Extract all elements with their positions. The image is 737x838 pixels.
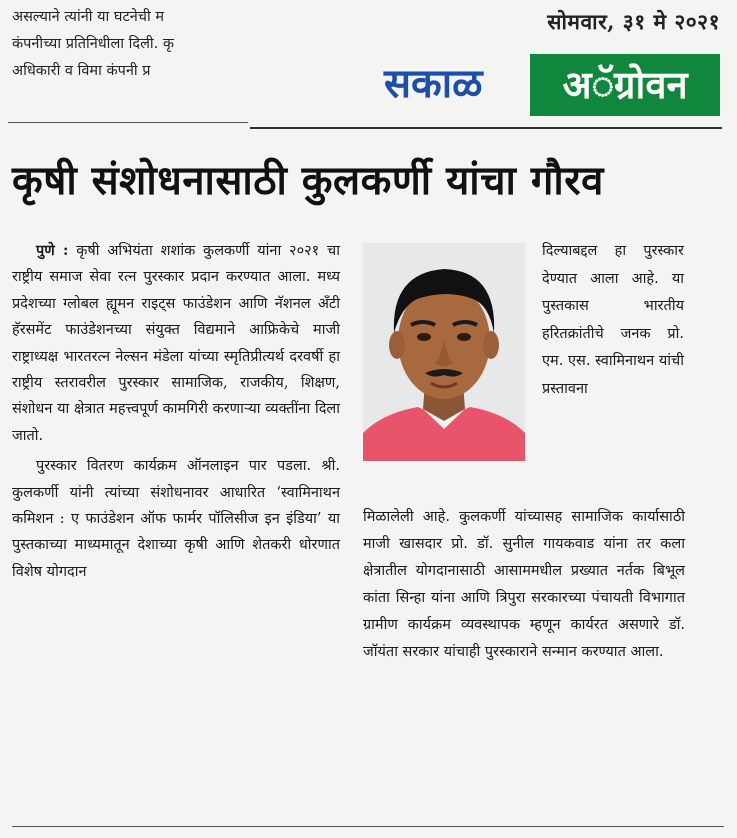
issue-date: सोमवार, ३१ मे २०२१ bbox=[547, 9, 720, 34]
previous-article-line: अधिकारी व विमा कंपनी प्र bbox=[12, 63, 151, 79]
article-paragraph-2: पुरस्कार वितरण कार्यक्रम ऑनलाइन पार पडला. श्री. कुलकर्णी यांनी त्यांच्या संशोधनावर आधारित ‘स्वामिनाथन कमिशन : ए फाउंडेशन ऑफ फार्मर पॉलिसीज इन इंडिया’ या पुस्तकाच्या माध्यमातून देशाच्या कृषी आणि शेतकरी धोरणात विशेष योगदान bbox=[12, 458, 340, 580]
article-headline: कृषी संशोधनासाठी कुलकर्णी यांचा गौरव bbox=[12, 158, 604, 204]
previous-article-line: असल्याने त्यांनी या घटनेची म bbox=[12, 9, 165, 25]
bottom-rule bbox=[12, 826, 724, 827]
portrait-photo bbox=[363, 243, 525, 461]
masthead-rule bbox=[250, 127, 722, 129]
masthead-agrowon-text: अॅग्रोवन bbox=[562, 63, 688, 107]
previous-article-line: कंपनीच्या प्रतिनिधीला दिली. कृ bbox=[12, 36, 175, 52]
column-divider bbox=[8, 122, 248, 123]
masthead-agrowon-logo bbox=[530, 54, 720, 116]
masthead-sakal-logo: सकाळ bbox=[384, 61, 483, 107]
article-column-right-bottom bbox=[363, 504, 685, 665]
article-column-right-top bbox=[542, 238, 684, 403]
right-column-bottom-text: मिळालेली आहे. कुलकर्णी यांच्यासह सामाजिक कार्यासाठी माजी खासदार प्रो. डॉ. सुनील गायकवाड यांना तर कला क्षेत्रातील योगदानासाठी आसाममधील प्रख्यात नर्तक बिभूल कांता सिन्हा यांना आणि त्रिपुरा सरकारच्या पंचायती विभागात ग्रामीण कार्यक्रम व्यवस्थापक म्हणून कार्यरत असणारे डॉ. जॉयंता सरकार यांचाही पुरस्काराने सन्मान करण्यात आला. bbox=[363, 509, 685, 660]
article-column-left bbox=[12, 238, 340, 585]
paragraph-1-text: कृषी अभियंता शशांक कुलकर्णी यांना २०२१ चा राष्ट्रीय समाज सेवा रत्न पुरस्कार प्रदान करण्यात आला. मध्य प्रदेशच्या ग्लोबल ह्यूमन राइट्स फाउंडेशन आणि नॅशनल अँटी हॅरसमेंट फाउंडेशनच्या संयुक्त विद्यमाने आफ्रिकेचे माजी राष्ट्राध्यक्ष भारतरत्न नेल्सन मंडेला यांच्या स्मृतिप्रीत्यर्थ दरवर्षी हा राष्ट्रीय स्तरावरील पुरस्कार सामाजिक, राजकीय, शिक्षण, संशोधन या क्षेत्रात महत्त्वपूर्ण कामगिरी करणाऱ्या व्यक्तींना दिला जातो. bbox=[12, 243, 341, 444]
right-column-top-text: दिल्याबद्दल हा पुरस्कार देण्यात आला आहे. या पुस्तकास भारतीय हरितक्रांतीचे जनक प्रो. एम. एस. स्वामिनाथन यांची प्रस्तावना bbox=[542, 243, 684, 397]
article-paragraph-1 bbox=[12, 238, 340, 449]
previous-article-snippet bbox=[12, 4, 252, 85]
dateline: पुणे : bbox=[36, 242, 69, 259]
